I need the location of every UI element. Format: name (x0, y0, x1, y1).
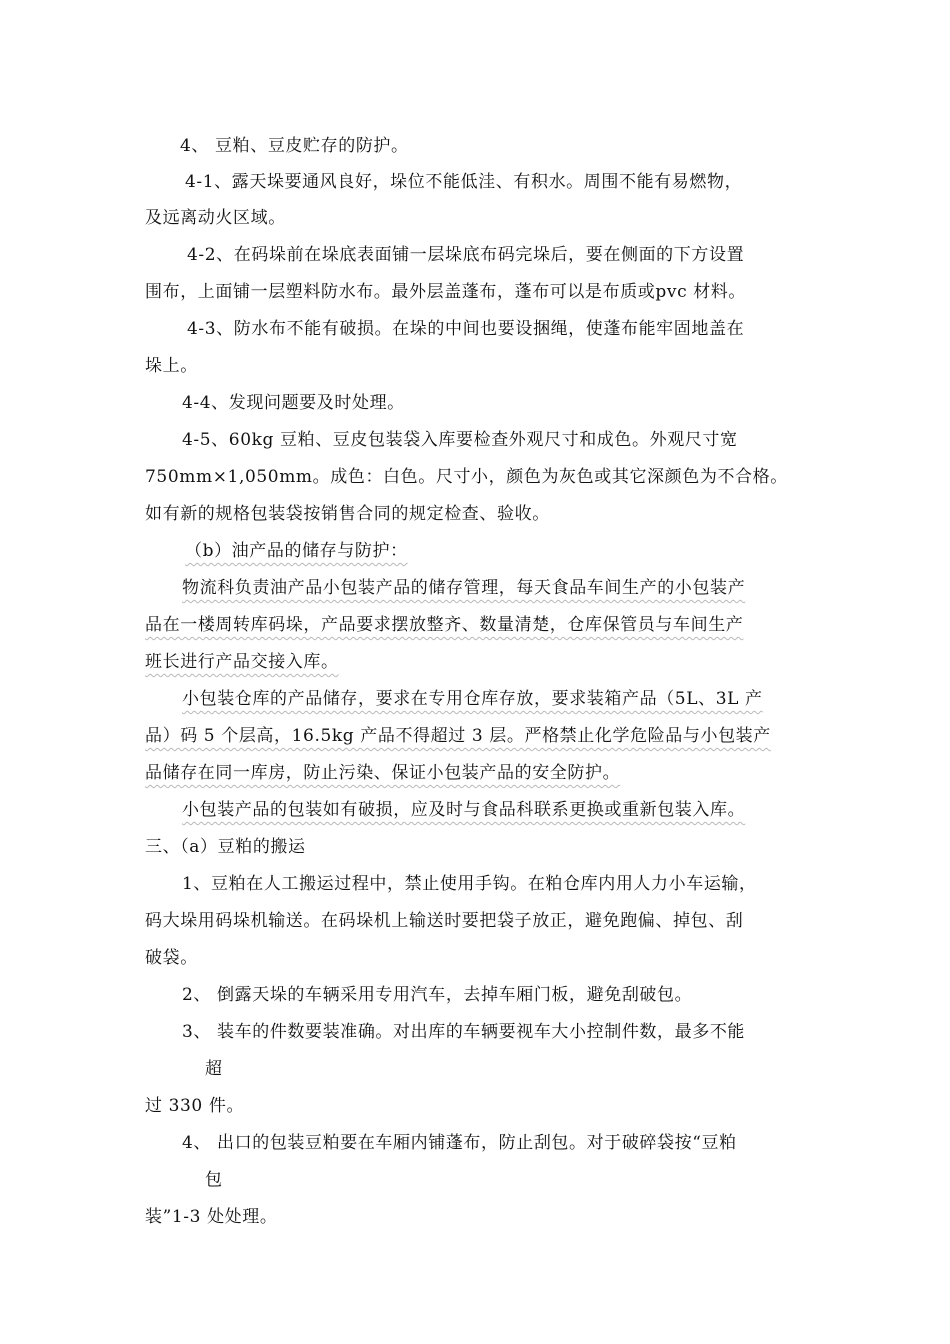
paragraph-line: 4、 出口的包装豆粕要在车厢内铺蓬布，防止刮包。对于破碎袋按“豆粕 (182, 1133, 737, 1153)
paragraph-line: 如有新的规格包装袋按销售合同的规定检查、验收。 (145, 504, 550, 524)
paragraph-line: 围布，上面铺一层塑料防水布。最外层盖蓬布，蓬布可以是布质或pvc 材料。 (145, 282, 747, 302)
paragraph-line: 4-3、防水布不能有破损。在垛的中间也要设捆绳，使蓬布能牢固地盖在 (187, 319, 745, 339)
paragraph-line: 及远离动火区域。 (145, 208, 286, 228)
paragraph-line: 小包装产品的包装如有破损，应及时与食品科联系更换或重新包装入库。 (182, 800, 746, 820)
paragraph-line: 品）码 5 个层高，16.5kg 产品不得超过 3 层。严格禁止化学危险品与小包装产 (145, 726, 771, 746)
section-3-heading: 三、（a）豆粕的搬运 (145, 837, 306, 857)
paragraph-line: 码大垛用码垛机输送。在码垛机上输送时要把袋子放正，避免跑偏、掉包、刮 (145, 911, 744, 931)
paragraph-line: 垛上。 (145, 356, 198, 376)
paragraph-line: 2、 倒露天垛的车辆采用专用汽车，去掉车厢门板，避免刮破包。 (182, 985, 693, 1005)
paragraph-line: 3、 装车的件数要装准确。对出库的车辆要视车大小控制件数，最多不能 (182, 1022, 746, 1042)
paragraph-line: 超 (205, 1059, 223, 1079)
paragraph-line: 物流科负责油产品小包装产品的储存管理，每天食品车间生产的小包装产 (182, 578, 746, 598)
paragraph-line: 4-1、露天垛要通风良好，垛位不能低洼、有积水。周围不能有易燃物， (185, 172, 743, 192)
section-4-heading: 4、 豆粕、豆皮贮存的防护。 (180, 136, 409, 156)
paragraph-line: 品在一楼周转库码垛，产品要求摆放整齐、数量清楚，仓库保管员与车间生产 (145, 615, 744, 635)
paragraph-line: 包 (205, 1170, 223, 1190)
section-b-heading: （b）油产品的储存与防护： (185, 541, 408, 561)
paragraph-line: 品储存在同一库房，防止污染、保证小包装产品的安全防护。 (145, 763, 621, 783)
paragraph-line: 4-5、60kg 豆粕、豆皮包装袋入库要检查外观尺寸和成色。外观尺寸宽 (182, 430, 738, 450)
paragraph-line: 4-2、在码垛前在垛底表面铺一层垛底布码完垛后，要在侧面的下方设置 (187, 245, 745, 265)
paragraph-line: 过 330 件。 (145, 1096, 245, 1116)
paragraph-line: 小包装仓库的产品储存，要求在专用仓库存放，要求装箱产品（5L、3L 产 (182, 689, 763, 709)
paragraph-line: 750mm×1,050mm。成色：白色。尺寸小，颜色为灰色或其它深颜色为不合格。 (145, 467, 788, 487)
paragraph-line: 1、豆粕在人工搬运过程中，禁止使用手钩。在粕仓库内用人力小车运输， (182, 874, 757, 894)
paragraph-line: 破袋。 (145, 948, 198, 968)
paragraph-line: 4-4、发现问题要及时处理。 (182, 393, 405, 413)
paragraph-line: 装”1-3 处处理。 (145, 1207, 278, 1227)
paragraph-line: 班长进行产品交接入库。 (145, 652, 339, 672)
